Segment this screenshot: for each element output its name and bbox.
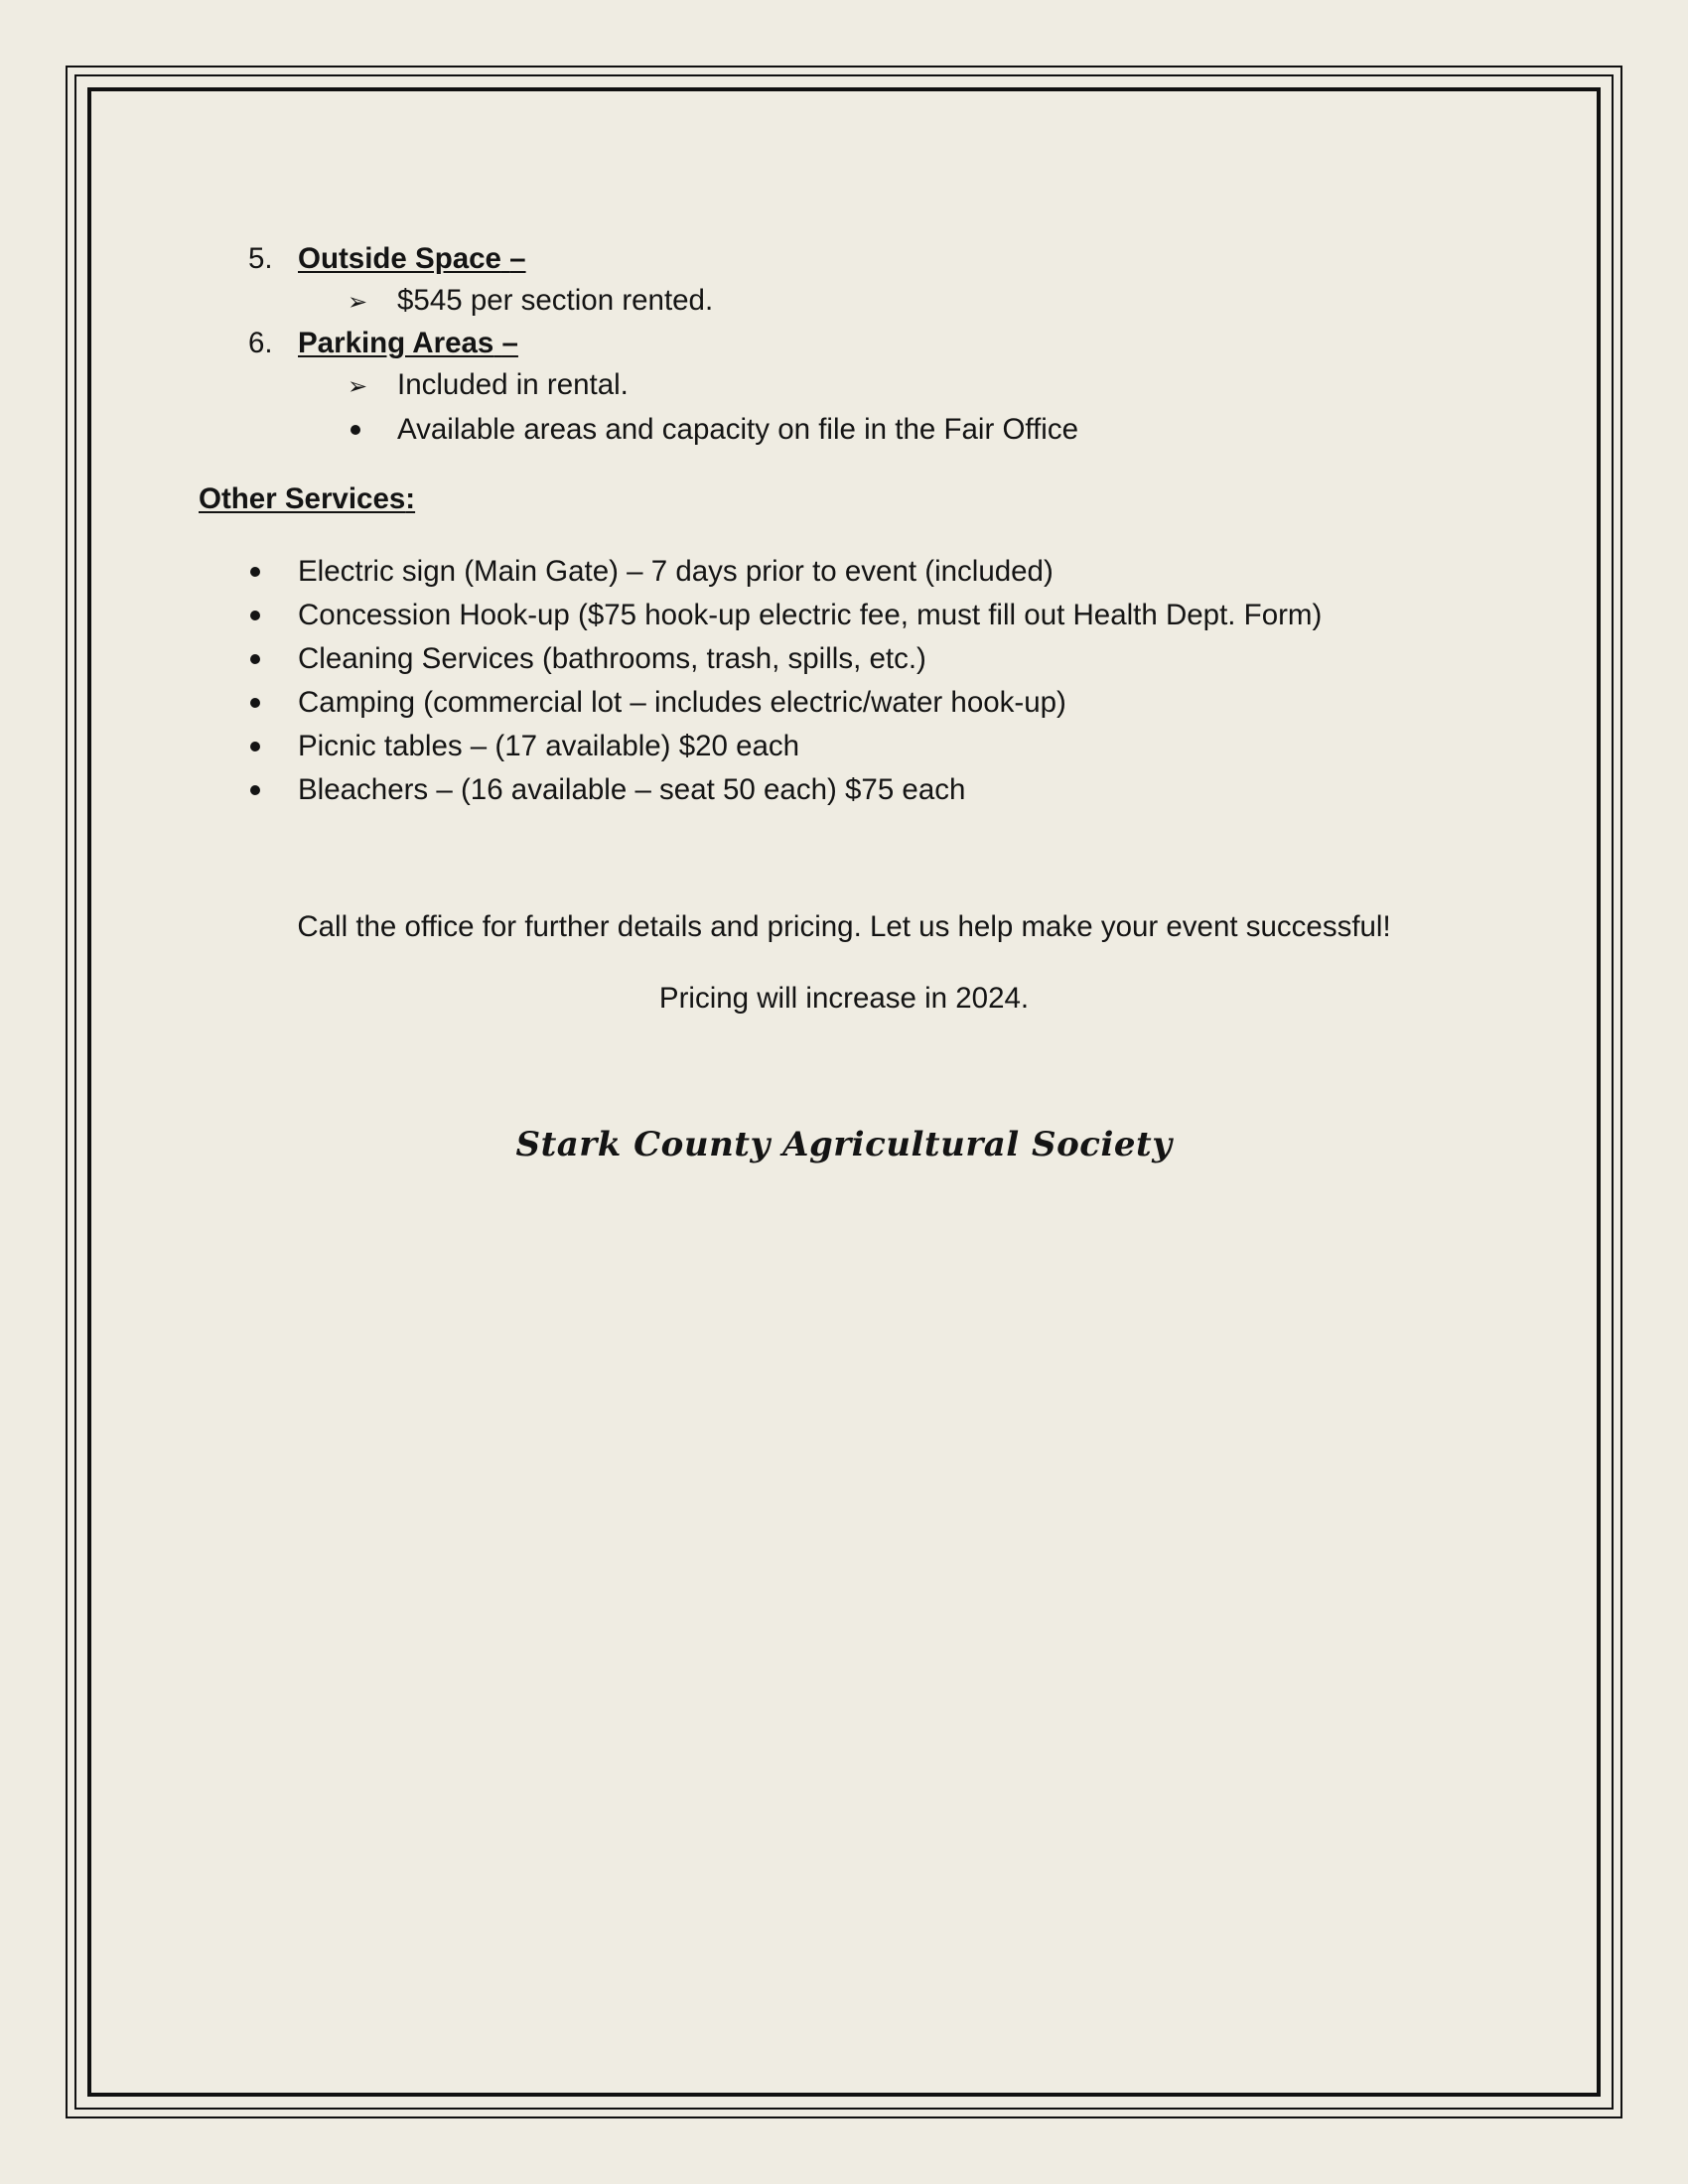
item-heading — [298, 241, 526, 277]
round-bullet-icon — [351, 425, 360, 435]
item-detail: Included in rental. — [397, 368, 629, 401]
round-bullet-icon — [250, 567, 260, 577]
service-list-item: Camping (commercial lot – includes electric/water hook-up) — [298, 686, 1066, 719]
item-detail: Available areas and capacity on file in the Fair Office — [397, 413, 1078, 446]
service-list-item: Bleachers – (16 available – seat 50 each) $75 each — [298, 773, 966, 806]
item-title: Outside Space — [298, 242, 501, 275]
service-list-item: Cleaning Services (bathrooms, trash, spills, etc.) — [298, 642, 926, 675]
section-heading-colon: : — [405, 482, 416, 515]
round-bullet-icon — [250, 742, 260, 751]
pricing-note: Pricing will increase in 2024. — [658, 982, 1030, 1015]
item-heading — [298, 326, 518, 361]
item-dash: – — [509, 242, 526, 275]
organization-signature: Stark County Agricultural Society — [515, 1125, 1173, 1164]
arrowhead-bullet-icon: ➢ — [348, 373, 368, 400]
service-list-item: Concession Hook-up ($75 hook-up electric fee, must fill out Health Dept. Form) — [298, 599, 1323, 631]
item-detail: $545 per section rented. — [397, 284, 714, 317]
item-number: 6. — [248, 327, 273, 359]
section-heading-text: Other Services — [199, 482, 406, 515]
arrowhead-bullet-icon: ➢ — [348, 289, 368, 316]
round-bullet-icon — [250, 654, 260, 664]
call-office-line: Call the office for further details and pricing. Let us help make your event successful! — [297, 910, 1391, 943]
item-dash: – — [501, 327, 518, 359]
section-heading — [199, 481, 415, 517]
item-title: Parking Areas — [298, 327, 494, 359]
item-number: 5. — [248, 242, 273, 275]
service-list-item: Picnic tables – (17 available) $20 each — [298, 730, 800, 762]
round-bullet-icon — [250, 785, 260, 795]
service-list-item: Electric sign (Main Gate) – 7 days prior to event (included) — [298, 555, 1054, 588]
round-bullet-icon — [250, 698, 260, 708]
round-bullet-icon — [250, 611, 260, 620]
